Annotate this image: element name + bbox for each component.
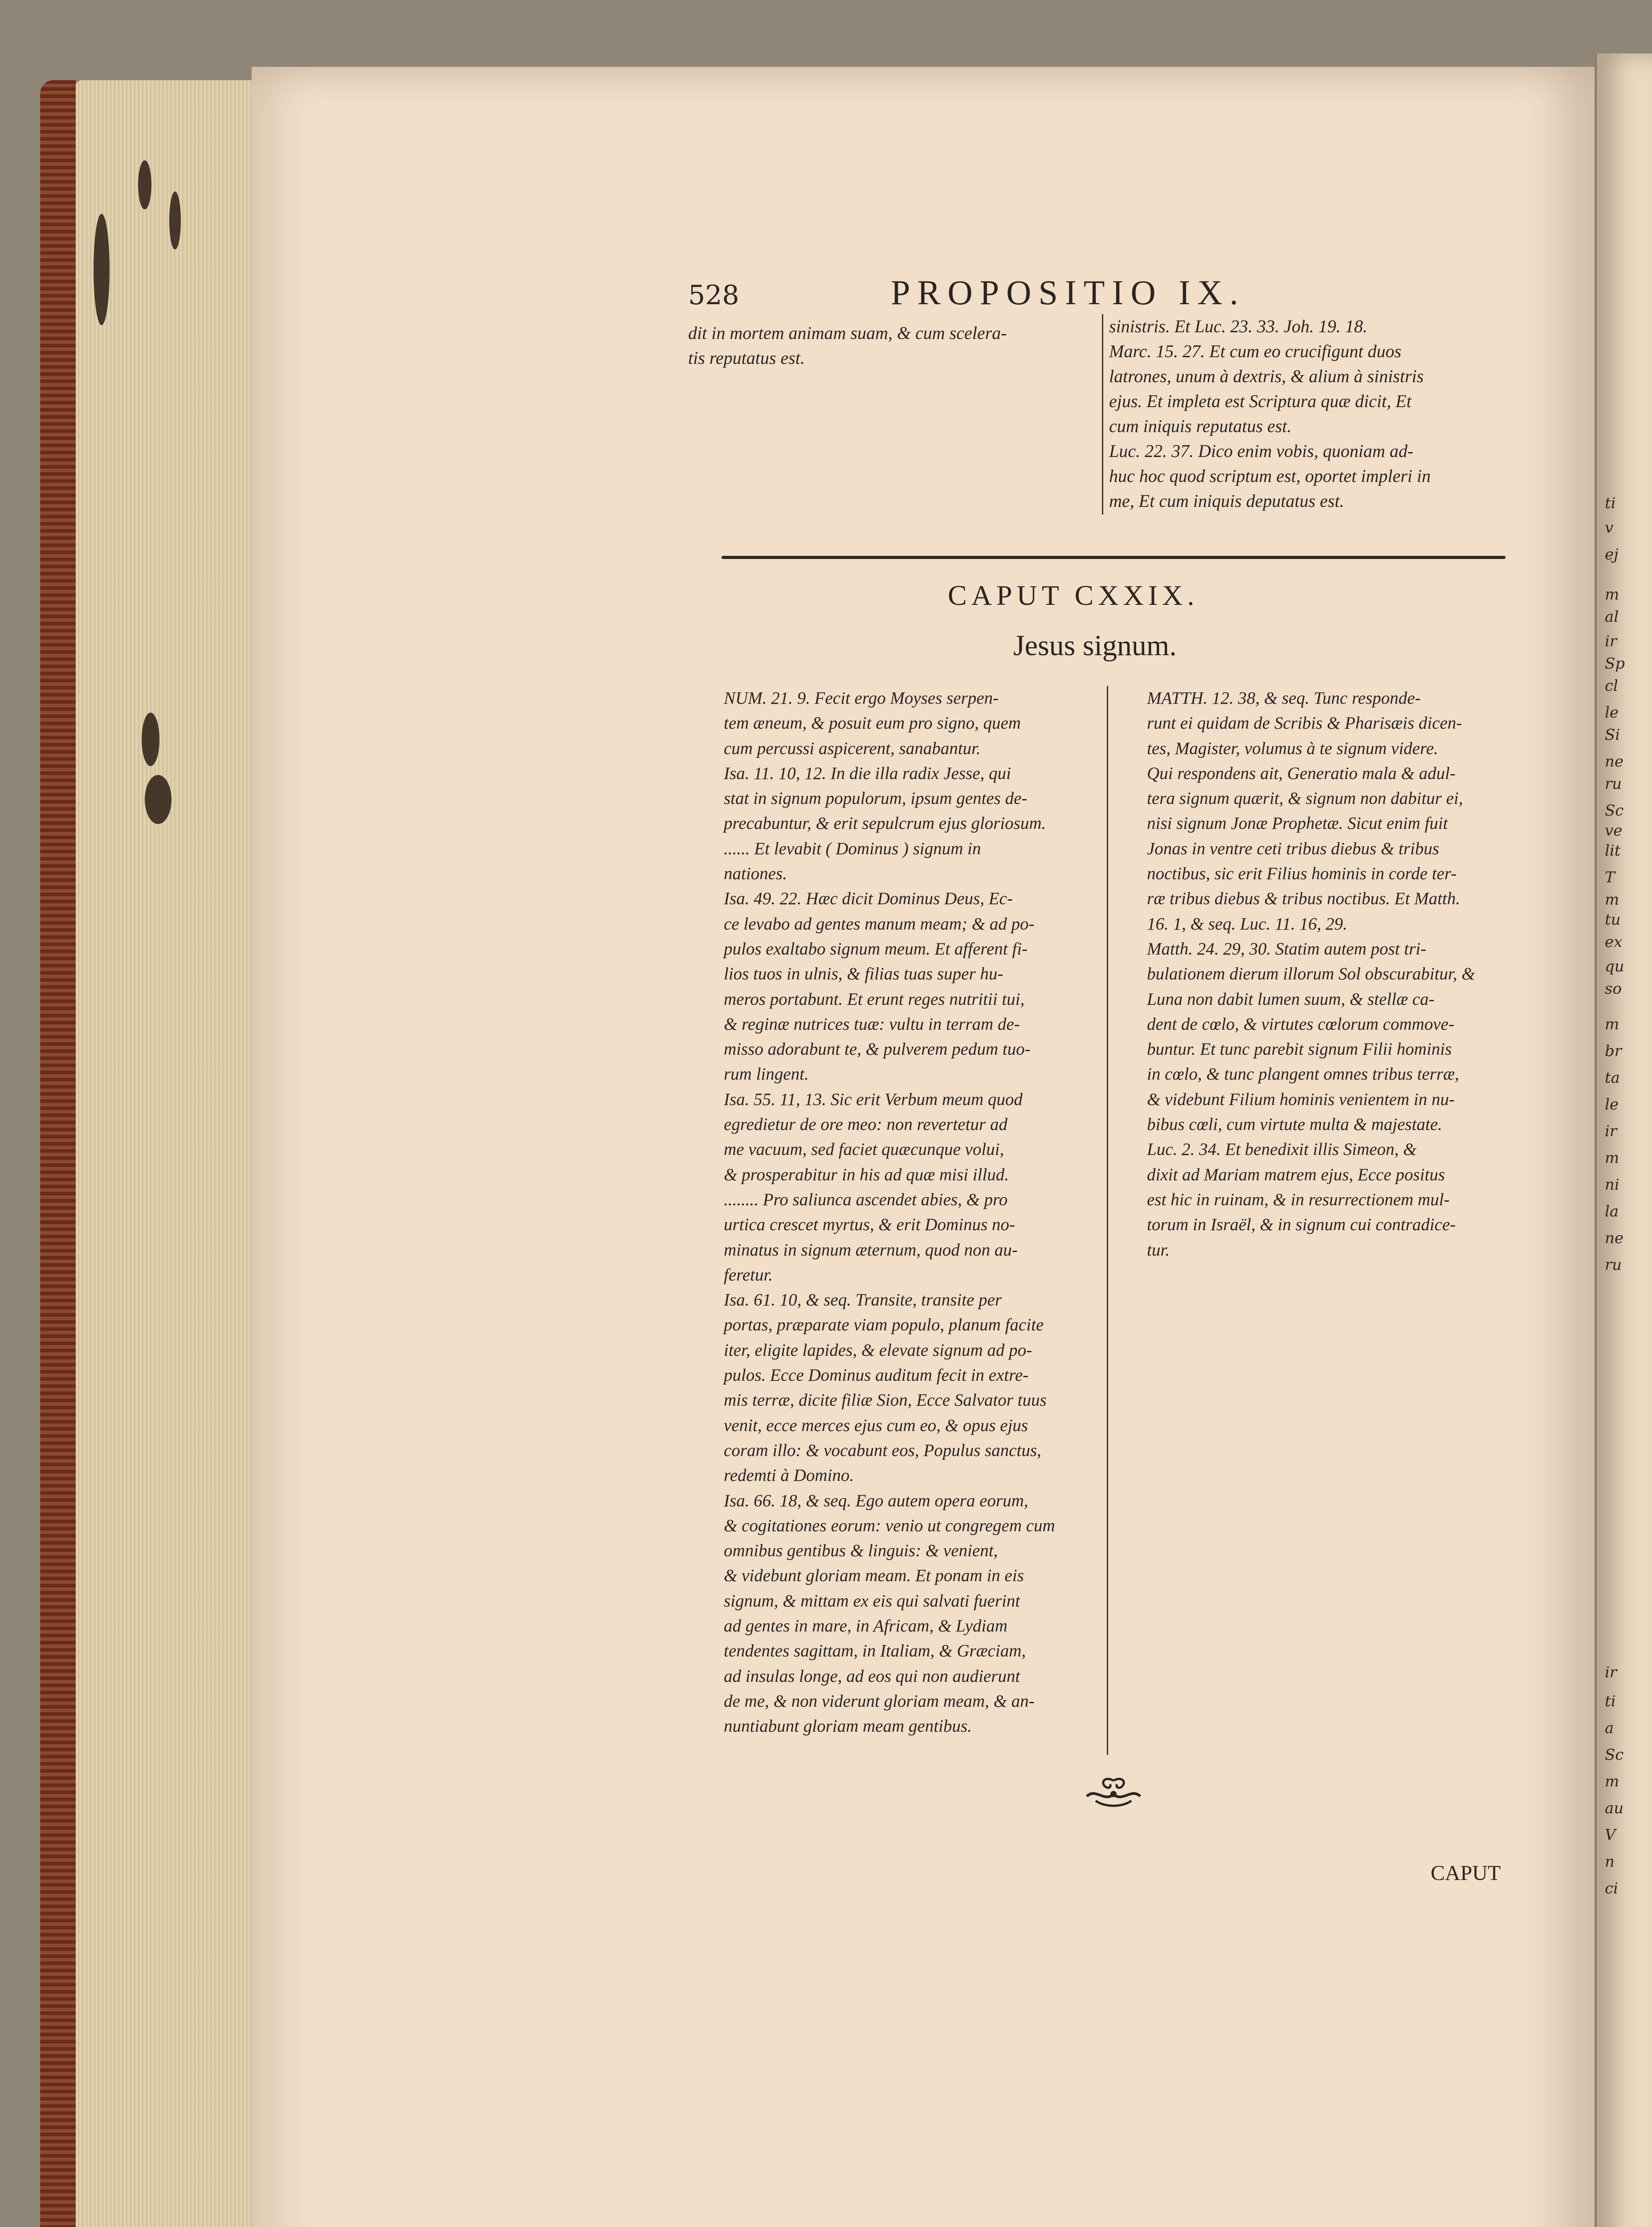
text-line: precabuntur, & erit sepulcrum ejus gloriosum. [724, 814, 1046, 833]
text-line: & cogitationes eorum: venio ut congregem cum [724, 1516, 1055, 1535]
ink-stain [145, 775, 171, 824]
facing-page-fragment: ru [1605, 775, 1622, 793]
text-line: tis reputatus est. [688, 348, 805, 368]
text-line: portas, præparate viam populo, planum facite [724, 1315, 1044, 1335]
facing-page-fragment: ti [1605, 494, 1616, 512]
text-line: latrones, unum à dextris, & alium à sinistris [1109, 366, 1424, 386]
text-line: dit in mortem animam suam, & cum scelera- [688, 323, 1007, 343]
text-line: ce levabo ad gentes manum meam; & ad po- [724, 914, 1035, 934]
text-line: Isa. 61. 10, & seq. Transite, transite per [724, 1290, 1002, 1310]
facing-page-fragment: m [1605, 586, 1619, 604]
top-left-column [688, 321, 1089, 371]
facing-page-fragment: v [1605, 519, 1614, 537]
facing-page-fragment: ta [1605, 1069, 1620, 1087]
text-line: Qui respondens ait, Generatio mala & adul- [1147, 763, 1456, 783]
text-line: cum percussi aspicerent, sanabantur. [724, 738, 981, 758]
facing-page-fragment: ci [1605, 1880, 1618, 1897]
text-line: meros portabunt. Et erunt reges nutritii tui, [724, 989, 1025, 1009]
facing-page-fragment: le [1605, 1096, 1619, 1114]
facing-page-fragment: ne [1605, 753, 1624, 771]
text-line: pulos. Ecce Dominus auditum fecit in extre- [724, 1366, 1029, 1385]
text-line: omnibus gentibus & linguis: & venient, [724, 1541, 998, 1561]
facing-page-fragment: ni [1605, 1176, 1619, 1194]
text-line: tur. [1147, 1240, 1170, 1260]
fleuron-ornament-icon [1082, 1776, 1145, 1807]
text-line: redemti à Domino. [724, 1466, 854, 1485]
facing-page-edge [1597, 53, 1652, 2227]
facing-page-fragment: lit [1605, 842, 1621, 860]
facing-page-fragment: m [1605, 891, 1619, 909]
text-line: feretur. [724, 1265, 773, 1285]
text-line: signum, & mittam ex eis qui salvati fuerint [724, 1591, 1020, 1611]
facing-page-fragment: ir [1605, 1664, 1617, 1681]
text-line: bibus cœli, cum virtute multa & majestate. [1147, 1115, 1442, 1134]
text-line: coram illo: & vocabunt eos, Populus sanctus, [724, 1440, 1041, 1460]
text-line: Matth. 24. 29, 30. Statim autem post tri- [1147, 939, 1427, 959]
text-line: ad insulas longe, ad eos qui non audierunt [724, 1666, 1020, 1686]
text-line: nuntiabunt gloriam meam gentibus. [724, 1717, 972, 1736]
text-line: Luc. 2. 34. Et benedixit illis Simeon, & [1147, 1140, 1417, 1159]
text-line: me, Et cum iniquis deputatus est. [1109, 491, 1344, 511]
ink-stain [142, 713, 159, 766]
text-line: NUM. 21. 9. Fecit ergo Moyses serpen- [724, 689, 999, 708]
right-text-column [1147, 686, 1521, 1263]
text-line: & prosperabitur in his ad quæ misi illud. [724, 1165, 1009, 1184]
facing-page-fragment: Sc [1605, 802, 1624, 820]
text-line: Isa. 49. 22. Hæc dicit Dominus Deus, Ec- [724, 889, 1013, 909]
facing-page-fragment: Si [1605, 726, 1620, 744]
top-right-column [1109, 314, 1510, 514]
ink-stain [138, 160, 151, 209]
text-line: Marc. 15. 27. Et cum eo crucifigunt duos [1109, 341, 1402, 361]
facing-page-fragment: V [1605, 1826, 1616, 1844]
chapter-title: CAPUT CXXIX. [948, 579, 1199, 611]
book-spine-edge [40, 80, 76, 2227]
text-line: ræ tribus diebus & tribus noctibus. Et Matth. [1147, 889, 1460, 909]
text-line: rum lingent. [724, 1065, 809, 1084]
facing-page-fragment: m [1605, 1773, 1619, 1791]
text-line: noctibus, sic erit Filius hominis in corde ter- [1147, 864, 1457, 884]
text-line: stat in signum populorum, ipsum gentes de- [724, 789, 1028, 808]
facing-page-fragment: ex [1605, 933, 1623, 951]
facing-page-fragment: le [1605, 704, 1619, 722]
facing-page-fragment: la [1605, 1203, 1619, 1220]
facing-page-fragment: n [1605, 1853, 1615, 1871]
facing-page-fragment: Sp [1605, 655, 1625, 673]
text-line: nisi signum Jonæ Prophetæ. Sicut enim fuit [1147, 814, 1448, 833]
text-line: est hic in ruinam, & in resurrectionem mul- [1147, 1190, 1450, 1209]
facing-page-fragment: qu [1605, 958, 1624, 975]
facing-page-fragment: br [1605, 1042, 1622, 1060]
column-rule-top [1102, 314, 1103, 514]
text-line: & reginæ nutrices tuæ: vultu in terram de- [724, 1014, 1020, 1034]
facing-page-fragment: ru [1605, 1256, 1622, 1274]
text-line: sinistris. Et Luc. 23. 33. Joh. 19. 18. [1109, 316, 1368, 336]
text-line: bulationem dierum illorum Sol obscurabitur, & [1147, 964, 1475, 984]
text-line: ........ Pro saliunca ascendet abies, & pro [724, 1190, 1008, 1209]
text-line: nationes. [724, 864, 787, 884]
facing-page-fragment: a [1605, 1719, 1614, 1737]
text-line: minatus in signum æternum, quod non au- [724, 1240, 1018, 1260]
catchword: CAPUT [1431, 1861, 1501, 1885]
text-line: dixit ad Mariam matrem ejus, Ecce positus [1147, 1165, 1445, 1184]
facing-page-fragment: au [1605, 1799, 1624, 1817]
facing-page-fragment: ne [1605, 1229, 1624, 1247]
text-line: cum iniquis reputatus est. [1109, 416, 1292, 436]
facing-page-fragment: T [1605, 869, 1615, 886]
text-line: ad gentes in mare, in Africam, & Lydiam [724, 1616, 1008, 1636]
text-line: in cœlo, & tunc plangent omnes tribus terræ, [1147, 1065, 1459, 1084]
text-line: tera signum quærit, & signum non dabitur ei, [1147, 789, 1463, 808]
text-line: misso adorabunt te, & pulverem pedum tuo- [724, 1040, 1031, 1059]
text-line: Isa. 55. 11, 13. Sic erit Verbum meum quod [724, 1089, 1023, 1109]
section-divider [722, 556, 1505, 559]
text-line: Luna non dabit lumen suum, & stellæ ca- [1147, 989, 1435, 1009]
facing-page-fragment: m [1605, 1016, 1619, 1033]
text-line: urtica crescet myrtus, & erit Dominus no- [724, 1215, 1015, 1235]
facing-page-fragment: ir [1605, 1122, 1617, 1140]
facing-page-fragment: m [1605, 1149, 1619, 1167]
text-line: pulos exaltabo signum meum. Et afferent fi- [724, 939, 1028, 959]
column-rule-main [1107, 686, 1108, 1755]
text-line: dent de cœlo, & virtutes cœlorum commove- [1147, 1014, 1454, 1034]
page-number: 528 [688, 280, 739, 311]
text-line: Isa. 66. 18, & seq. Ego autem opera eorum, [724, 1491, 1028, 1510]
facing-page-fragment: so [1605, 980, 1622, 998]
page-block-edge [76, 80, 252, 2227]
text-line: me vacuum, sed faciet quæcunque volui, [724, 1140, 1004, 1159]
text-line: tendentes sagittam, in Italiam, & Græciam, [724, 1641, 1026, 1661]
facing-page-fragment: ve [1605, 822, 1623, 840]
left-text-column [724, 686, 1102, 1739]
text-line: ejus. Et impleta est Scriptura quæ dicit, Et [1109, 391, 1411, 411]
text-line: Luc. 22. 37. Dico enim vobis, quoniam ad- [1109, 441, 1414, 461]
text-line: de me, & non viderunt gloriam meam, & an- [724, 1691, 1035, 1711]
text-line: mis terræ, dicite filiæ Sion, Ecce Salvator tuus [724, 1391, 1047, 1410]
text-line: iter, eligite lapides, & elevate signum ad po- [724, 1340, 1032, 1360]
text-line: tem æneum, & posuit eum pro signo, quem [724, 714, 1021, 733]
ink-stain [94, 214, 110, 325]
text-line: MATTH. 12. 38, & seq. Tunc responde- [1147, 689, 1421, 708]
text-line: buntur. Et tunc parebit signum Filii hominis [1147, 1040, 1452, 1059]
running-title: PROPOSITIO IX. [891, 273, 1246, 312]
text-line: Isa. 11. 10, 12. In die illa radix Jesse, qui [724, 763, 1011, 783]
facing-page-fragment: tu [1605, 911, 1621, 929]
facing-page-fragment: al [1605, 608, 1619, 626]
text-line: huc hoc quod scriptum est, oportet impleri in [1109, 466, 1431, 486]
text-line: torum in Israël, & in signum cui contradice- [1147, 1215, 1456, 1235]
text-line: ...... Et levabit ( Dominus ) signum in [724, 839, 981, 858]
text-line: Jonas in ventre ceti tribus diebus & tribus [1147, 839, 1440, 858]
text-line: venit, ecce merces ejus cum eo, & opus ejus [724, 1415, 1028, 1435]
text-line: runt ei quidam de Scribis & Pharisæis dicen- [1147, 714, 1462, 733]
facing-page-fragment: Sc [1605, 1746, 1624, 1764]
ink-stain [169, 192, 181, 249]
facing-page-fragment: ir [1605, 632, 1617, 650]
text-line: & videbunt Filium hominis venientem in nu- [1147, 1089, 1455, 1109]
text-line: & videbunt gloriam meam. Et ponam in eis [724, 1566, 1024, 1586]
text-line: tes, Magister, volumus à te signum videre. [1147, 738, 1438, 758]
facing-page-fragment: ti [1605, 1693, 1616, 1710]
facing-page-fragment: cl [1605, 677, 1618, 695]
text-line: 16. 1, & seq. Luc. 11. 16, 29. [1147, 914, 1347, 934]
chapter-subtitle: Jesus signum. [1013, 629, 1177, 662]
text-line: egredietur de ore meo: non revertetur ad [724, 1115, 1008, 1134]
facing-page-fragment: ej [1605, 546, 1619, 563]
text-line: lios tuos in ulnis, & filias tuas super hu- [724, 964, 1003, 984]
